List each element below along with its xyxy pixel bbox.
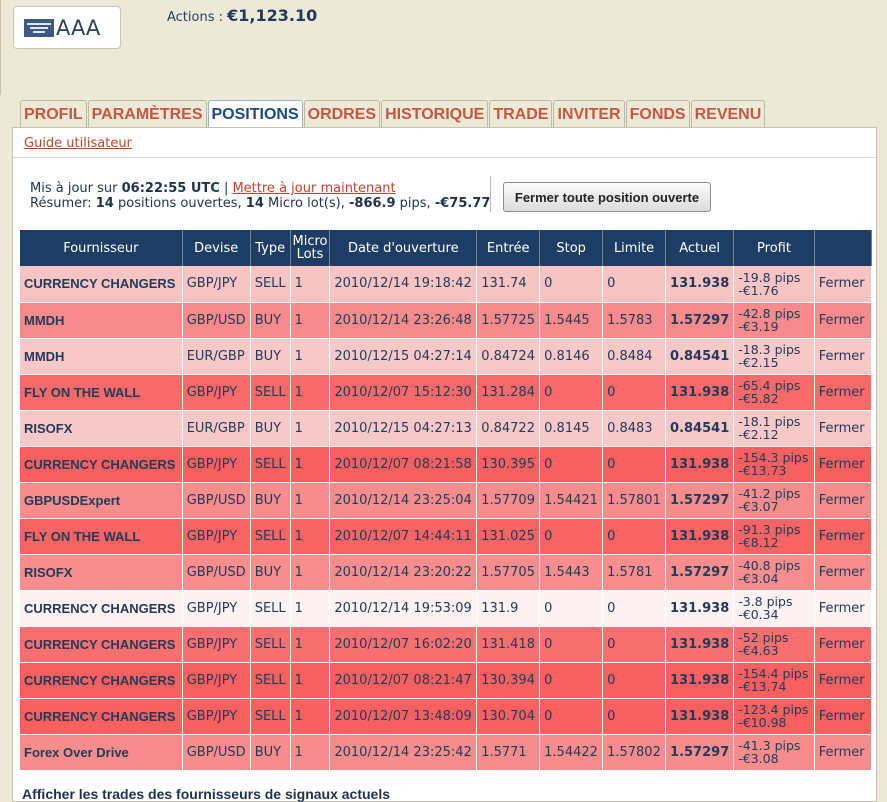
- actual-price-cell: 131.938: [666, 626, 734, 662]
- stop-cell: 0: [540, 518, 603, 554]
- top-bar: [0, 0, 887, 95]
- entry-price-cell: 0.84724: [477, 338, 540, 374]
- logo-text: AAA: [56, 15, 101, 40]
- brand-logo[interactable]: [13, 6, 121, 49]
- profit-cell: [734, 482, 815, 518]
- profit-amount: -€3.08: [738, 751, 779, 766]
- profit-cell: [734, 662, 815, 698]
- currency-pair-cell: GBP/USD: [182, 734, 250, 770]
- actual-price-cell: 0.84541: [666, 338, 734, 374]
- actual-price-cell: 0.84541: [666, 410, 734, 446]
- stop-cell: 0: [540, 626, 603, 662]
- table-row: [20, 698, 872, 734]
- entry-price-cell: 131.284: [477, 374, 540, 410]
- updated-label: Mis à jour sur: [30, 181, 118, 196]
- table-row: [20, 626, 872, 662]
- provider-cell[interactable]: CURRENCY CHANGERS: [20, 590, 182, 626]
- entry-price-cell: 1.57709: [477, 482, 540, 518]
- provider-cell[interactable]: CURRENCY CHANGERS: [20, 662, 182, 698]
- open-date-cell: 2010/12/14 23:26:48: [330, 302, 477, 338]
- profit-amount: -€13.73: [738, 463, 787, 478]
- column-header-open-date: Date d'ouverture: [330, 230, 477, 266]
- profit-amount: -€3.04: [738, 571, 779, 586]
- profit-amount: -€10.98: [738, 715, 787, 730]
- tab-historique[interactable]: HISTORIQUE: [381, 100, 488, 128]
- trade-type-cell: SELL: [250, 266, 290, 302]
- total-pips: -866.9: [349, 196, 396, 211]
- close-position-link[interactable]: Fermer: [814, 266, 871, 302]
- actual-price-cell: 131.938: [666, 446, 734, 482]
- profit-amount: -€8.12: [738, 535, 779, 550]
- limit-cell: 0.8484: [603, 338, 666, 374]
- limit-cell: 1.57801: [603, 482, 666, 518]
- open-date-cell: 2010/12/15 04:27:14: [330, 338, 477, 374]
- currency-pair-cell: GBP/USD: [182, 554, 250, 590]
- profit-amount: -€0.34: [738, 607, 779, 622]
- stop-cell: 0: [540, 698, 603, 734]
- tab-ordres[interactable]: ORDRES: [304, 100, 380, 128]
- close-position-link[interactable]: Fermer: [814, 554, 871, 590]
- logo-icon: [24, 19, 54, 37]
- profit-pips: -3.8 pips: [738, 594, 793, 609]
- close-position-link[interactable]: Fermer: [814, 590, 871, 626]
- actual-price-cell: 131.938: [666, 518, 734, 554]
- entry-price-cell: 130.394: [477, 662, 540, 698]
- currency-pair-cell: GBP/JPY: [182, 446, 250, 482]
- open-text: positions ouvertes,: [118, 196, 242, 211]
- currency-pair-cell: GBP/JPY: [182, 626, 250, 662]
- micro-lots-cell: 1: [290, 410, 330, 446]
- profit-pips: -154.4 pips: [738, 666, 809, 681]
- open-date-cell: 2010/12/07 08:21:58: [330, 446, 477, 482]
- column-header-actual: Actuel: [666, 230, 734, 266]
- open-date-cell: 2010/12/14 23:25:42: [330, 734, 477, 770]
- profit-pips: -154.3 pips: [738, 450, 809, 465]
- currency-pair-cell: GBP/USD: [182, 482, 250, 518]
- profit-cell: [734, 590, 815, 626]
- limit-cell: 0: [603, 662, 666, 698]
- profit-pips: -41.2 pips: [738, 486, 801, 501]
- limit-cell: 0: [603, 266, 666, 302]
- limit-cell: 0: [603, 446, 666, 482]
- micro-lots-cell: 1: [290, 266, 330, 302]
- positions-panel: [12, 127, 877, 802]
- table-row: [20, 518, 872, 554]
- show-provider-trades-link[interactable]: Afficher les trades des fournisseurs de signaux actuels: [22, 786, 391, 802]
- profit-cell: [734, 518, 815, 554]
- stop-cell: 0: [540, 590, 603, 626]
- column-header-action: [814, 230, 871, 266]
- limit-cell: 0: [603, 626, 666, 662]
- open-date-cell: 2010/12/14 19:18:42: [330, 266, 477, 302]
- profit-cell: [734, 446, 815, 482]
- provider-cell[interactable]: GBPUSDExpert: [20, 482, 182, 518]
- trade-type-cell: SELL: [250, 590, 290, 626]
- profit-amount: -€3.19: [738, 319, 779, 334]
- stop-cell: 0.8145: [540, 410, 603, 446]
- stop-cell: 0: [540, 446, 603, 482]
- trade-type-cell: SELL: [250, 698, 290, 734]
- table-row: [20, 446, 872, 482]
- trade-type-cell: BUY: [250, 302, 290, 338]
- entry-price-cell: 0.84722: [477, 410, 540, 446]
- trade-type-cell: SELL: [250, 374, 290, 410]
- profit-cell: [734, 338, 815, 374]
- actual-price-cell: 1.57297: [666, 482, 734, 518]
- entry-price-cell: 131.418: [477, 626, 540, 662]
- provider-cell[interactable]: CURRENCY CHANGERS: [20, 698, 182, 734]
- entry-price-cell: 130.704: [477, 698, 540, 734]
- lots-count: 14: [245, 196, 264, 211]
- tab-profil[interactable]: PROFIL: [20, 100, 87, 128]
- column-header-limit: Limite: [603, 230, 666, 266]
- micro-lots-cell: 1: [290, 554, 330, 590]
- limit-cell: 0: [603, 518, 666, 554]
- provider-cell[interactable]: CURRENCY CHANGERS: [20, 266, 182, 302]
- actual-price-cell: 1.57297: [666, 302, 734, 338]
- profit-pips: -41.3 pips: [738, 738, 801, 753]
- stop-cell: 1.54422: [540, 734, 603, 770]
- limit-cell: 1.5781: [603, 554, 666, 590]
- total-amount: -€75.77: [434, 196, 491, 211]
- close-position-link[interactable]: Fermer: [814, 698, 871, 734]
- profit-amount: -€13.74: [738, 679, 787, 694]
- account-actions: [167, 6, 317, 25]
- table-row: [20, 590, 872, 626]
- profit-cell: [734, 626, 815, 662]
- tab-param-tres[interactable]: PARAMÈTRES: [88, 100, 207, 128]
- summary-divider: [490, 176, 491, 212]
- micro-lots-cell: 1: [290, 626, 330, 662]
- open-count: 14: [95, 196, 114, 211]
- provider-cell[interactable]: RISOFX: [20, 554, 182, 590]
- stop-cell: 1.5445: [540, 302, 603, 338]
- profit-pips: -52 pips: [738, 630, 789, 645]
- open-date-cell: 2010/12/07 13:48:09: [330, 698, 477, 734]
- update-now-link[interactable]: Mettre à jour maintenant: [232, 181, 396, 196]
- positions-table: [20, 230, 872, 771]
- table-row: [20, 302, 872, 338]
- trade-type-cell: SELL: [250, 446, 290, 482]
- close-all-positions-button[interactable]: Fermer toute position ouverte: [503, 182, 711, 212]
- trade-type-cell: SELL: [250, 662, 290, 698]
- limit-cell: 0: [603, 698, 666, 734]
- entry-price-cell: 1.57725: [477, 302, 540, 338]
- profit-pips: -65.4 pips: [738, 378, 801, 393]
- stop-cell: 1.54421: [540, 482, 603, 518]
- profit-cell: [734, 410, 815, 446]
- close-position-link[interactable]: Fermer: [814, 482, 871, 518]
- actual-price-cell: 131.938: [666, 662, 734, 698]
- trade-type-cell: BUY: [250, 410, 290, 446]
- stop-cell: 1.5443: [540, 554, 603, 590]
- provider-cell[interactable]: CURRENCY CHANGERS: [20, 446, 182, 482]
- table-row: [20, 266, 872, 302]
- profit-pips: -40.8 pips: [738, 558, 801, 573]
- limit-cell: 1.57802: [603, 734, 666, 770]
- currency-pair-cell: GBP/JPY: [182, 518, 250, 554]
- table-row: [20, 338, 872, 374]
- micro-lots-cell: 1: [290, 446, 330, 482]
- open-date-cell: 2010/12/07 16:02:20: [330, 626, 477, 662]
- column-header-profit: Profit: [734, 230, 815, 266]
- profit-pips: -18.1 pips: [738, 414, 801, 429]
- open-date-cell: 2010/12/14 19:53:09: [330, 590, 477, 626]
- stop-cell: 0.8146: [540, 338, 603, 374]
- entry-price-cell: 131.74: [477, 266, 540, 302]
- trade-type-cell: BUY: [250, 482, 290, 518]
- actions-label: Actions :: [167, 10, 223, 25]
- provider-cell[interactable]: Forex Over Drive: [20, 734, 182, 770]
- currency-pair-cell: EUR/GBP: [182, 410, 250, 446]
- updated-time: 06:22:55 UTC: [121, 181, 220, 196]
- table-row: [20, 410, 872, 446]
- actual-price-cell: 131.938: [666, 590, 734, 626]
- table-row: [20, 554, 872, 590]
- micro-lots-cell: 1: [290, 698, 330, 734]
- open-date-cell: 2010/12/07 15:12:30: [330, 374, 477, 410]
- profit-cell: [734, 302, 815, 338]
- entry-price-cell: 1.5771: [477, 734, 540, 770]
- close-position-link[interactable]: Fermer: [814, 518, 871, 554]
- column-header-pair: Devise: [182, 230, 250, 266]
- micro-lots-cell: 1: [290, 302, 330, 338]
- profit-amount: -€5.82: [738, 391, 779, 406]
- profit-cell: [734, 554, 815, 590]
- open-date-cell: 2010/12/07 14:44:11: [330, 518, 477, 554]
- close-position-link[interactable]: Fermer: [814, 338, 871, 374]
- pips-text: pips,: [399, 196, 431, 211]
- column-header-provider: Fournisseur: [20, 230, 182, 266]
- profit-pips: -123.4 pips: [738, 702, 809, 717]
- stop-cell: 0: [540, 266, 603, 302]
- main-tabs: [20, 100, 766, 128]
- stop-cell: 0: [540, 374, 603, 410]
- trade-type-cell: BUY: [250, 734, 290, 770]
- profit-amount: -€2.12: [738, 427, 779, 442]
- open-date-cell: 2010/12/15 04:27:13: [330, 410, 477, 446]
- profit-amount: -€4.63: [738, 643, 779, 658]
- entry-price-cell: 131.9: [477, 590, 540, 626]
- micro-lots-cell: 1: [290, 518, 330, 554]
- open-date-cell: 2010/12/07 08:21:47: [330, 662, 477, 698]
- entry-price-cell: 130.395: [477, 446, 540, 482]
- guide-bar: [13, 128, 876, 158]
- micro-lots-cell: 1: [290, 374, 330, 410]
- tab-revenu[interactable]: REVENU: [691, 100, 766, 128]
- provider-cell[interactable]: CURRENCY CHANGERS: [20, 626, 182, 662]
- profit-pips: -91.3 pips: [738, 522, 801, 537]
- table-row: [20, 734, 872, 770]
- open-date-cell: 2010/12/14 23:20:22: [330, 554, 477, 590]
- profit-cell: [734, 374, 815, 410]
- table-header-row: [20, 230, 872, 266]
- stop-cell: 0: [540, 662, 603, 698]
- open-date-cell: 2010/12/14 23:25:04: [330, 482, 477, 518]
- tab-fonds[interactable]: FONDS: [626, 100, 690, 128]
- user-guide-link[interactable]: Guide utilisateur: [24, 136, 132, 151]
- column-header-entry: Entrée: [477, 230, 540, 266]
- actual-price-cell: 1.57297: [666, 734, 734, 770]
- column-header-stop: Stop: [540, 230, 603, 266]
- table-row: [20, 374, 872, 410]
- limit-cell: 0.8483: [603, 410, 666, 446]
- positions-table-body: [20, 266, 872, 770]
- provider-cell[interactable]: FLY ON THE WALL: [20, 374, 182, 410]
- micro-lots-cell: 1: [290, 590, 330, 626]
- currency-pair-cell: GBP/JPY: [182, 590, 250, 626]
- table-row: [20, 662, 872, 698]
- profit-cell: [734, 734, 815, 770]
- currency-pair-cell: GBP/JPY: [182, 266, 250, 302]
- currency-pair-cell: GBP/JPY: [182, 374, 250, 410]
- close-position-link[interactable]: Fermer: [814, 410, 871, 446]
- close-position-link[interactable]: Fermer: [814, 734, 871, 770]
- tab-positions[interactable]: POSITIONS: [208, 100, 303, 129]
- close-position-link[interactable]: Fermer: [814, 302, 871, 338]
- provider-cell[interactable]: MMDH: [20, 302, 182, 338]
- actual-price-cell: 131.938: [666, 266, 734, 302]
- profit-cell: [734, 266, 815, 302]
- profit-amount: -€1.76: [738, 282, 779, 298]
- column-header-type: Type: [250, 230, 290, 266]
- provider-cell[interactable]: MMDH: [20, 338, 182, 374]
- currency-pair-cell: GBP/JPY: [182, 698, 250, 734]
- currency-pair-cell: GBP/USD: [182, 302, 250, 338]
- column-header-lots: Micro Lots: [290, 230, 330, 266]
- micro-lots-cell: 1: [290, 482, 330, 518]
- actual-price-cell: 1.57297: [666, 554, 734, 590]
- tab-trade[interactable]: TRADE: [489, 100, 552, 128]
- separator: |: [223, 181, 229, 196]
- profit-pips: -42.8 pips: [738, 306, 801, 321]
- micro-lots-cell: 1: [290, 734, 330, 770]
- currency-pair-cell: EUR/GBP: [182, 338, 250, 374]
- trade-type-cell: BUY: [250, 338, 290, 374]
- micro-lots-cell: 1: [290, 662, 330, 698]
- profit-amount: -€2.15: [738, 355, 779, 370]
- tab-inviter[interactable]: INVITER: [553, 100, 624, 128]
- profit-pips: -18.3 pips: [738, 342, 801, 357]
- profit-cell: [734, 698, 815, 734]
- currency-pair-cell: GBP/JPY: [182, 662, 250, 698]
- close-position-link[interactable]: Fermer: [814, 662, 871, 698]
- summary-label: Résumer:: [30, 196, 92, 211]
- profit-pips: -19.8 pips: [738, 269, 801, 285]
- limit-cell: 1.5783: [603, 302, 666, 338]
- table-row: [20, 482, 872, 518]
- actions-value: €1,123.10: [227, 6, 318, 25]
- trade-type-cell: SELL: [250, 626, 290, 662]
- actual-price-cell: 131.938: [666, 698, 734, 734]
- limit-cell: 0: [603, 590, 666, 626]
- lots-text: Micro lot(s),: [268, 196, 345, 211]
- actual-price-cell: 131.938: [666, 374, 734, 410]
- close-position-link[interactable]: Fermer: [814, 446, 871, 482]
- close-position-link[interactable]: Fermer: [814, 374, 871, 410]
- limit-cell: 0: [603, 374, 666, 410]
- micro-lots-cell: 1: [290, 338, 330, 374]
- trade-type-cell: BUY: [250, 554, 290, 590]
- positions-summary: [30, 181, 490, 211]
- entry-price-cell: 1.57705: [477, 554, 540, 590]
- entry-price-cell: 131.025: [477, 518, 540, 554]
- close-position-link[interactable]: Fermer: [814, 626, 871, 662]
- trade-type-cell: SELL: [250, 518, 290, 554]
- provider-cell[interactable]: FLY ON THE WALL: [20, 518, 182, 554]
- profit-amount: -€3.07: [738, 499, 779, 514]
- provider-cell[interactable]: RISOFX: [20, 410, 182, 446]
